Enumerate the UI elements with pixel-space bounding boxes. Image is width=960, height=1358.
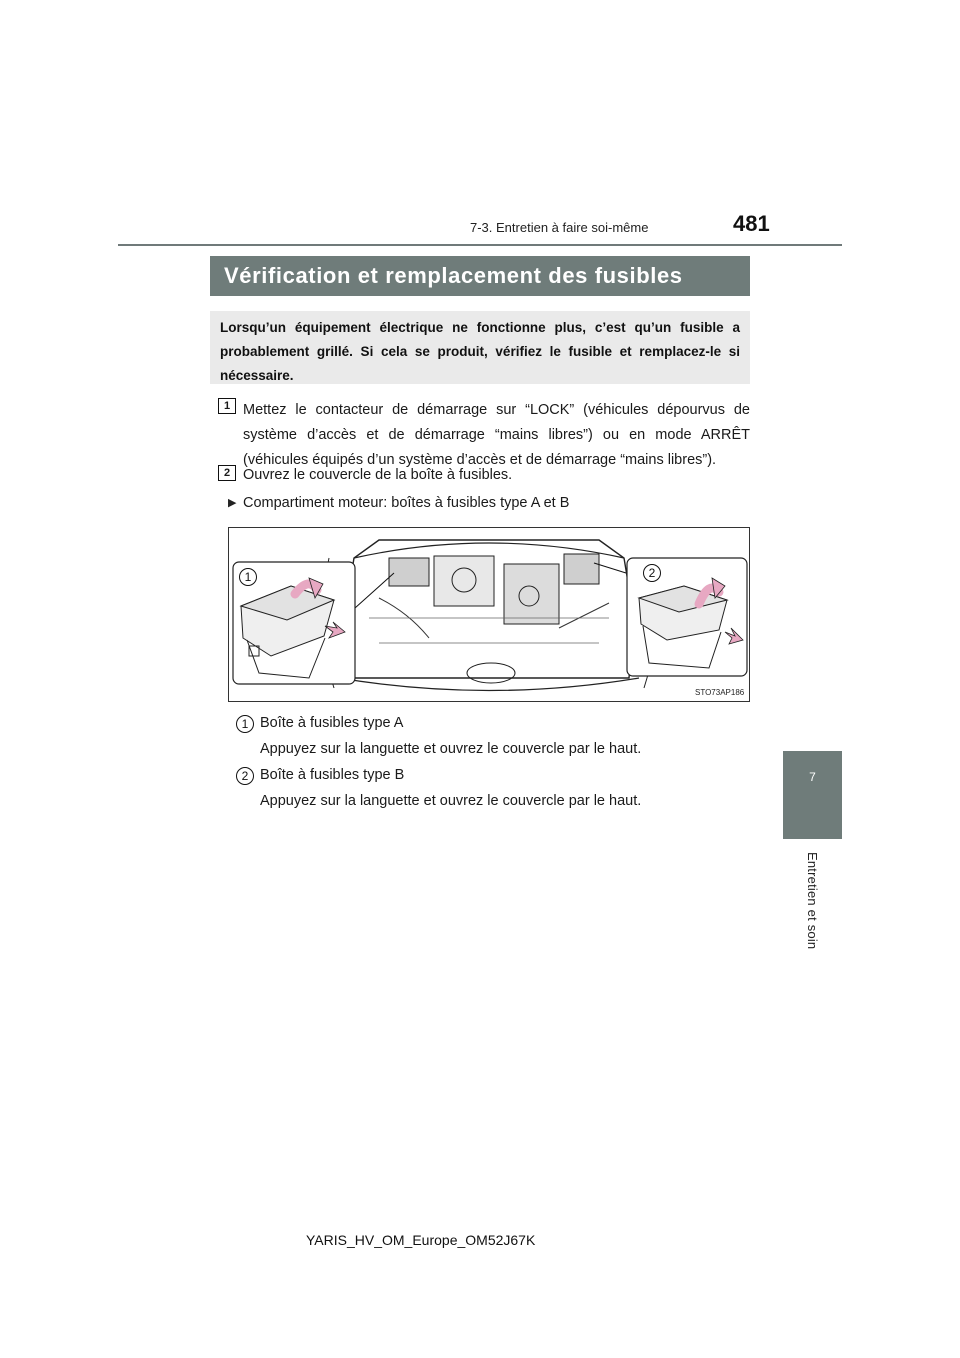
figure-code: STO73AP186 <box>695 688 745 697</box>
engine-compartment-illustration <box>229 528 749 701</box>
step-1-text: Mettez le contacteur de démarrage sur “LOCK” (véhicules dépourvus de système d’accès et de démarrage “mains libres”) ou en mode ARRÊT (véhicules équipés d’un système d’accès et de démarrage “mains libres”). <box>243 402 750 468</box>
subsection-heading: Compartiment moteur: boîtes à fusibles type A et B <box>243 495 570 511</box>
step-2-badge: 2 <box>218 465 236 481</box>
intro-box: Lorsqu’un équipement électrique ne fonctionne plus, c’est qu’un fusible a probablement grillé. Si cela se produit, vérifiez le fusible et remplacez-le si nécessaire. <box>210 311 750 384</box>
legend-1-title: Boîte à fusibles type A <box>260 715 404 731</box>
page-title: Vérification et remplacement des fusibles <box>210 256 750 296</box>
chapter-side-label: Entretien et soin <box>805 852 820 950</box>
triangle-bullet-icon: ▶ <box>228 497 237 509</box>
step-1-badge: 1 <box>218 398 236 414</box>
step-2-text: Ouvrez le couvercle de la boîte à fusibles. <box>243 467 513 483</box>
legend-1-number: 1 <box>236 715 254 733</box>
legend-2-number: 2 <box>236 767 254 785</box>
section-label: 7-3. Entretien à faire soi-même <box>470 220 649 235</box>
chapter-tab[interactable] <box>783 751 842 839</box>
header-rule <box>118 244 842 246</box>
legend-2-text: Appuyez sur la languette et ouvrez le couvercle par le haut. <box>260 793 642 809</box>
legend-2-title: Boîte à fusibles type B <box>260 767 405 783</box>
footer-document-code: YARIS_HV_OM_Europe_OM52J67K <box>306 1232 536 1248</box>
page-number: 481 <box>733 211 770 236</box>
chapter-number: 7 <box>809 770 816 784</box>
figure-callout-1: 1 <box>239 568 257 586</box>
figure-callout-2: 2 <box>643 564 661 582</box>
engine-fuse-box-figure <box>228 527 750 702</box>
legend-1-text: Appuyez sur la languette et ouvrez le couvercle par le haut. <box>260 741 642 757</box>
